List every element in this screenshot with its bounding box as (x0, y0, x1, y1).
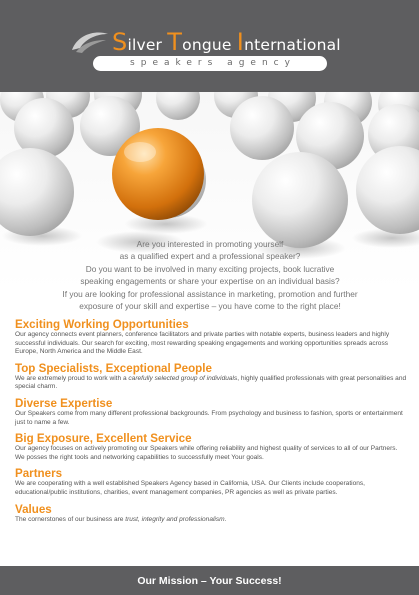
section-heading: Big Exposure, Excellent Service (15, 432, 192, 446)
section-specialists (15, 362, 407, 392)
logo-word-3: International (236, 28, 341, 56)
logo (70, 20, 341, 54)
logo-word-2: Tongue (167, 28, 237, 56)
section-heading: Diverse Expertise (15, 396, 113, 410)
intro-line: Are you interested in promoting yourself (136, 239, 284, 249)
section-heading: Top Specialists, Exceptional People (15, 361, 212, 375)
section-partners (15, 467, 407, 497)
content-sections (15, 318, 407, 529)
section-text: We are extremely proud to work with a carefully selected group of individuals, highly qualified professionals with great personalities and special charm. (15, 374, 407, 391)
footer-banner (0, 566, 419, 595)
section-text: Our agency connects event planners, conference facilitators and private parties with notable experts, business leaders and highly successful individuals. Our search for exciting, most rewarding speaking engagements and working opportunities spreads across Europe, North America and the Middle East. (15, 331, 390, 356)
intro-line: as a qualified expert and a professional speaker? (119, 251, 301, 262)
tagline-pill (93, 56, 327, 71)
header-banner (0, 0, 419, 92)
intro-line: speaking engagements or share your expertise on an individual basis? (80, 276, 340, 287)
section-opportunities (15, 318, 407, 357)
section-text: The cornerstones of our business are trust, integrity and professionalism. (15, 515, 227, 523)
section-text: We are cooperating with a well established Speakers Agency based in California, USA. Our Clients include cooperations, educational/public institutions, charities, event management companies, PR agencies as well as private parties. (15, 480, 365, 496)
tagline: speakers agency (130, 58, 296, 68)
intro-line: exposure of your skill and expertise – you have come to the right place! (79, 301, 341, 312)
section-heading: Partners (15, 467, 63, 481)
section-text: Our Speakers come from many different professional backgrounds. From psychology and business to fashion, sports or entertainment just to name a few. (15, 409, 403, 426)
logo-name (112, 30, 341, 54)
mission-slogan: Our Mission – Your Success! (137, 574, 282, 587)
section-heading: Exciting Working Opportunities (15, 318, 189, 331)
intro-text (30, 238, 390, 312)
intro-line: If you are looking for professional assistance in marketing, promotion and further (62, 288, 358, 299)
section-expertise (15, 397, 407, 427)
section-exposure (15, 432, 407, 462)
swoosh-icon (70, 28, 110, 54)
section-values (15, 503, 407, 525)
logo-word-1: Silver (112, 28, 168, 56)
section-text: Our agency focuses on actively promoting our Speakers while offering reliability and highest quality of services to all of our Partners. We posses the right tools and networking capabilities to successfully meet Your goals. (15, 445, 398, 461)
section-heading: Values (15, 502, 52, 516)
intro-line: Do you want to be involved in many exciting projects, book lucrative (85, 263, 335, 274)
